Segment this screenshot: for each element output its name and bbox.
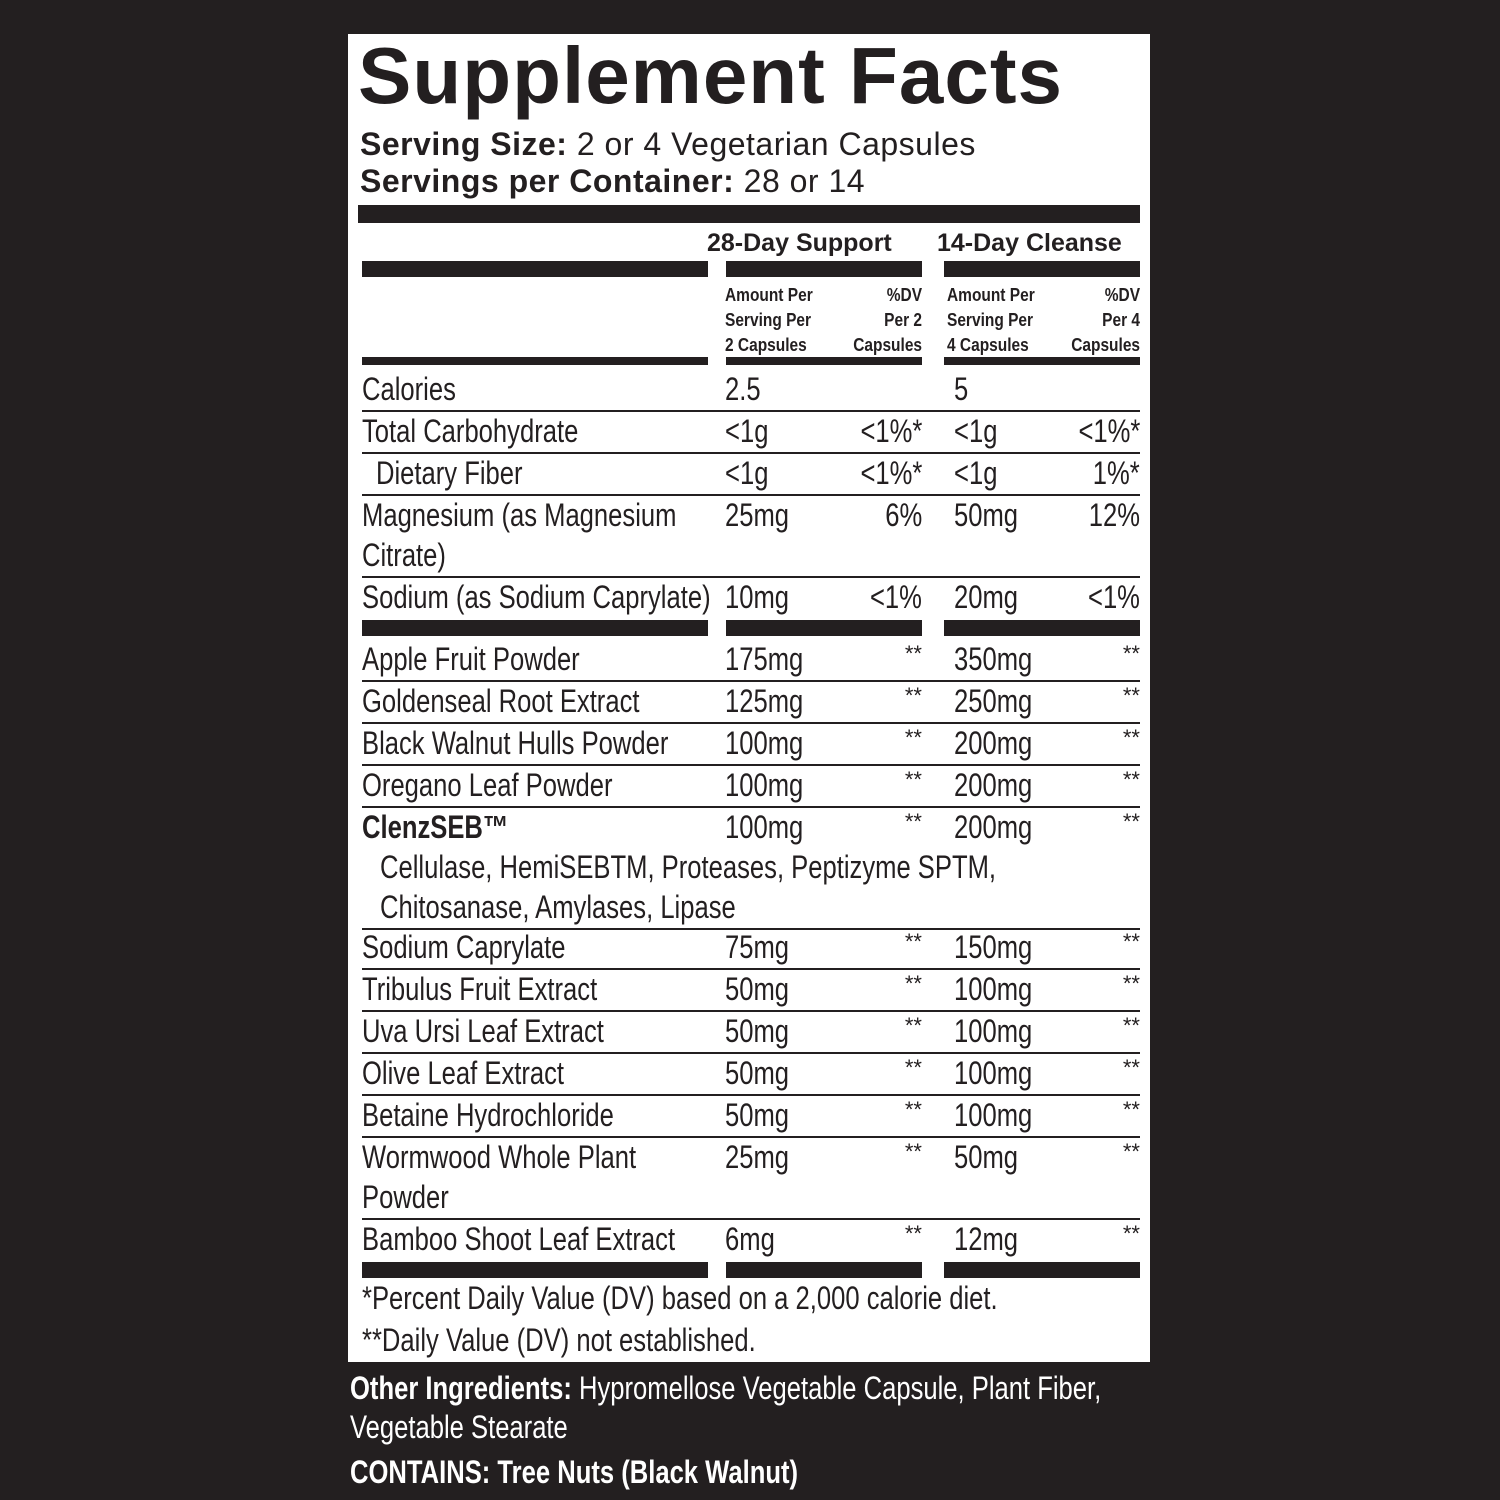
g1-amount-header: Amount Per Serving Per 2 Capsules xyxy=(725,285,813,355)
amount-28-day: 10mg xyxy=(725,579,790,615)
section-bar xyxy=(726,357,922,365)
column-group-14-day: 14-Day Cleanse xyxy=(937,229,1122,257)
supplement-facts-panel xyxy=(348,31,1150,1362)
amount-28-day: 75mg xyxy=(725,929,790,965)
dv-28-day: ** xyxy=(904,929,922,954)
nutrient-name: Olive Leaf Extract xyxy=(362,1055,565,1091)
nutrient-name: Oregano Leaf Powder xyxy=(362,767,613,803)
dv-28-day: ** xyxy=(904,725,922,750)
serving-size-value: 2 or 4 Vegetarian Capsules xyxy=(576,126,976,162)
dv-28-day: ** xyxy=(904,971,922,996)
dv-28-day: <1%* xyxy=(860,455,922,491)
nutrient-name: Sodium Caprylate xyxy=(362,929,566,965)
servings-per-container-value: 28 or 14 xyxy=(743,163,866,199)
servings-per-container xyxy=(360,163,865,199)
amount-28-day: 125mg xyxy=(725,683,804,719)
amount-14-day: 12mg xyxy=(954,1221,1019,1257)
amount-28-day: 175mg xyxy=(725,641,804,677)
dv-14-day: ** xyxy=(1122,971,1140,996)
amount-28-day: 50mg xyxy=(725,1013,790,1049)
amount-14-day: <1g xyxy=(954,455,998,491)
servings-per-container-label: Servings per Container: xyxy=(360,163,735,199)
other-ingredients xyxy=(350,1369,1101,1407)
blend-components: Cellulase, HemiSEBTM, Proteases, Peptizyme SPTM, xyxy=(380,849,997,885)
nutrient-name: Goldenseal Root Extract xyxy=(362,683,640,719)
amount-28-day: 50mg xyxy=(725,1097,790,1133)
thick-divider xyxy=(358,205,1140,223)
amount-28-day: <1g xyxy=(725,413,769,449)
dv-28-day: ** xyxy=(904,1055,922,1080)
g2-dv-header: %DV Per 4 Capsules xyxy=(1071,285,1140,355)
amount-28-day: 50mg xyxy=(725,971,790,1007)
amount-14-day: 200mg xyxy=(954,767,1033,803)
amount-14-day: 100mg xyxy=(954,1055,1033,1091)
amount-14-day: 100mg xyxy=(954,971,1033,1007)
dv-14-day: ** xyxy=(1122,1013,1140,1038)
amount-14-day: 150mg xyxy=(954,929,1033,965)
g2-amount-header: Amount Per Serving Per 4 Capsules xyxy=(947,285,1035,355)
nutrient-name: Calories xyxy=(362,371,456,407)
dv-14-day: ** xyxy=(1122,1097,1140,1122)
other-ingredients-label: Other Ingredients: xyxy=(350,1370,572,1406)
amount-14-day: 100mg xyxy=(954,1013,1033,1049)
amount-14-day: 50mg xyxy=(954,1139,1019,1175)
nutrient-name: Tribulus Fruit Extract xyxy=(362,971,598,1007)
nutrient-name: Sodium (as Sodium Caprylate) xyxy=(362,579,711,615)
nutrient-name: Dietary Fiber xyxy=(376,455,523,491)
nutrient-name: Wormwood Whole Plant xyxy=(362,1139,637,1175)
section-bar xyxy=(726,620,922,636)
dv-14-day: <1% xyxy=(1088,579,1140,615)
serving-size xyxy=(360,126,976,162)
amount-14-day: 5 xyxy=(954,371,969,407)
amount-14-day: 100mg xyxy=(954,1097,1033,1133)
nutrient-name: ClenzSEB™ xyxy=(362,809,509,845)
serving-size-label: Serving Size: xyxy=(360,126,568,162)
section-bar xyxy=(944,261,1140,277)
nutrient-name: Uva Ursi Leaf Extract xyxy=(362,1013,604,1049)
dv-28-day: ** xyxy=(904,809,922,834)
dv-28-day: 6% xyxy=(885,497,922,533)
column-group-28-day: 28-Day Support xyxy=(707,229,892,257)
dv-28-day: <1% xyxy=(870,579,922,615)
amount-28-day: 2.5 xyxy=(725,371,761,407)
dv-28-day: ** xyxy=(904,1013,922,1038)
amount-14-day: 200mg xyxy=(954,809,1033,845)
section-bar xyxy=(726,1262,922,1278)
dv-14-day: ** xyxy=(1122,929,1140,954)
dv-28-day: ** xyxy=(904,767,922,792)
nutrient-name: Total Carbohydrate xyxy=(362,413,579,449)
amount-14-day: 20mg xyxy=(954,579,1019,615)
nutrient-name: Magnesium (as Magnesium xyxy=(362,497,677,533)
amount-14-day: 350mg xyxy=(954,641,1033,677)
contains-allergen: CONTAINS: Tree Nuts (Black Walnut) xyxy=(350,1454,799,1490)
nutrient-name: Betaine Hydrochloride xyxy=(362,1097,614,1133)
section-bar xyxy=(726,261,922,277)
dv-14-day: 12% xyxy=(1088,497,1140,533)
dv-14-day: ** xyxy=(1122,767,1140,792)
amount-28-day: 6mg xyxy=(725,1221,775,1257)
section-bar xyxy=(944,1262,1140,1278)
dv-14-day: ** xyxy=(1122,809,1140,834)
amount-28-day: 25mg xyxy=(725,1139,790,1175)
dv-14-day: ** xyxy=(1122,725,1140,750)
footnote-dv: *Percent Daily Value (DV) based on a 2,000 calorie diet. xyxy=(362,1280,998,1316)
nutrient-name-line-2: Powder xyxy=(362,1179,449,1215)
dv-14-day: ** xyxy=(1122,1055,1140,1080)
section-bar xyxy=(362,1262,708,1278)
section-bar xyxy=(362,357,708,365)
section-bar xyxy=(944,620,1140,636)
section-bar xyxy=(362,261,708,277)
panel-title: Supplement Facts xyxy=(358,31,1064,120)
dv-28-day: <1%* xyxy=(860,413,922,449)
amount-28-day: 100mg xyxy=(725,809,804,845)
dv-28-day: ** xyxy=(904,641,922,666)
dv-28-day: ** xyxy=(904,1139,922,1164)
amount-28-day: <1g xyxy=(725,455,769,491)
g1-dv-header: %DV Per 2 Capsules xyxy=(853,285,922,355)
amount-14-day: 250mg xyxy=(954,683,1033,719)
other-ingredients-text-1: Hypromellose Vegetable Capsule, Plant Fiber, xyxy=(579,1370,1102,1406)
amount-28-day: 25mg xyxy=(725,497,790,533)
nutrient-name: Bamboo Shoot Leaf Extract xyxy=(362,1221,676,1257)
amount-28-day: 100mg xyxy=(725,767,804,803)
dv-14-day: ** xyxy=(1122,1221,1140,1246)
amount-28-day: 100mg xyxy=(725,725,804,761)
other-ingredients-line-2: Vegetable Stearate xyxy=(350,1409,568,1445)
dv-28-day: ** xyxy=(904,1097,922,1122)
section-bar xyxy=(362,620,708,636)
footnote-not-established: **Daily Value (DV) not established. xyxy=(362,1322,756,1358)
nutrient-name-line-2: Citrate) xyxy=(362,537,446,573)
nutrient-name: Apple Fruit Powder xyxy=(362,641,580,677)
amount-14-day: 200mg xyxy=(954,725,1033,761)
dv-14-day: ** xyxy=(1122,1139,1140,1164)
dv-14-day: ** xyxy=(1122,683,1140,708)
dv-14-day: 1%* xyxy=(1093,455,1140,491)
amount-14-day: 50mg xyxy=(954,497,1019,533)
dv-28-day: ** xyxy=(904,683,922,708)
nutrient-name: Black Walnut Hulls Powder xyxy=(362,725,669,761)
blend-components: Chitosanase, Amylases, Lipase xyxy=(380,889,736,925)
amount-28-day: 50mg xyxy=(725,1055,790,1091)
dv-28-day: ** xyxy=(904,1221,922,1246)
dv-14-day: ** xyxy=(1122,641,1140,666)
section-bar xyxy=(944,357,1140,365)
dv-14-day: <1%* xyxy=(1078,413,1140,449)
amount-14-day: <1g xyxy=(954,413,998,449)
